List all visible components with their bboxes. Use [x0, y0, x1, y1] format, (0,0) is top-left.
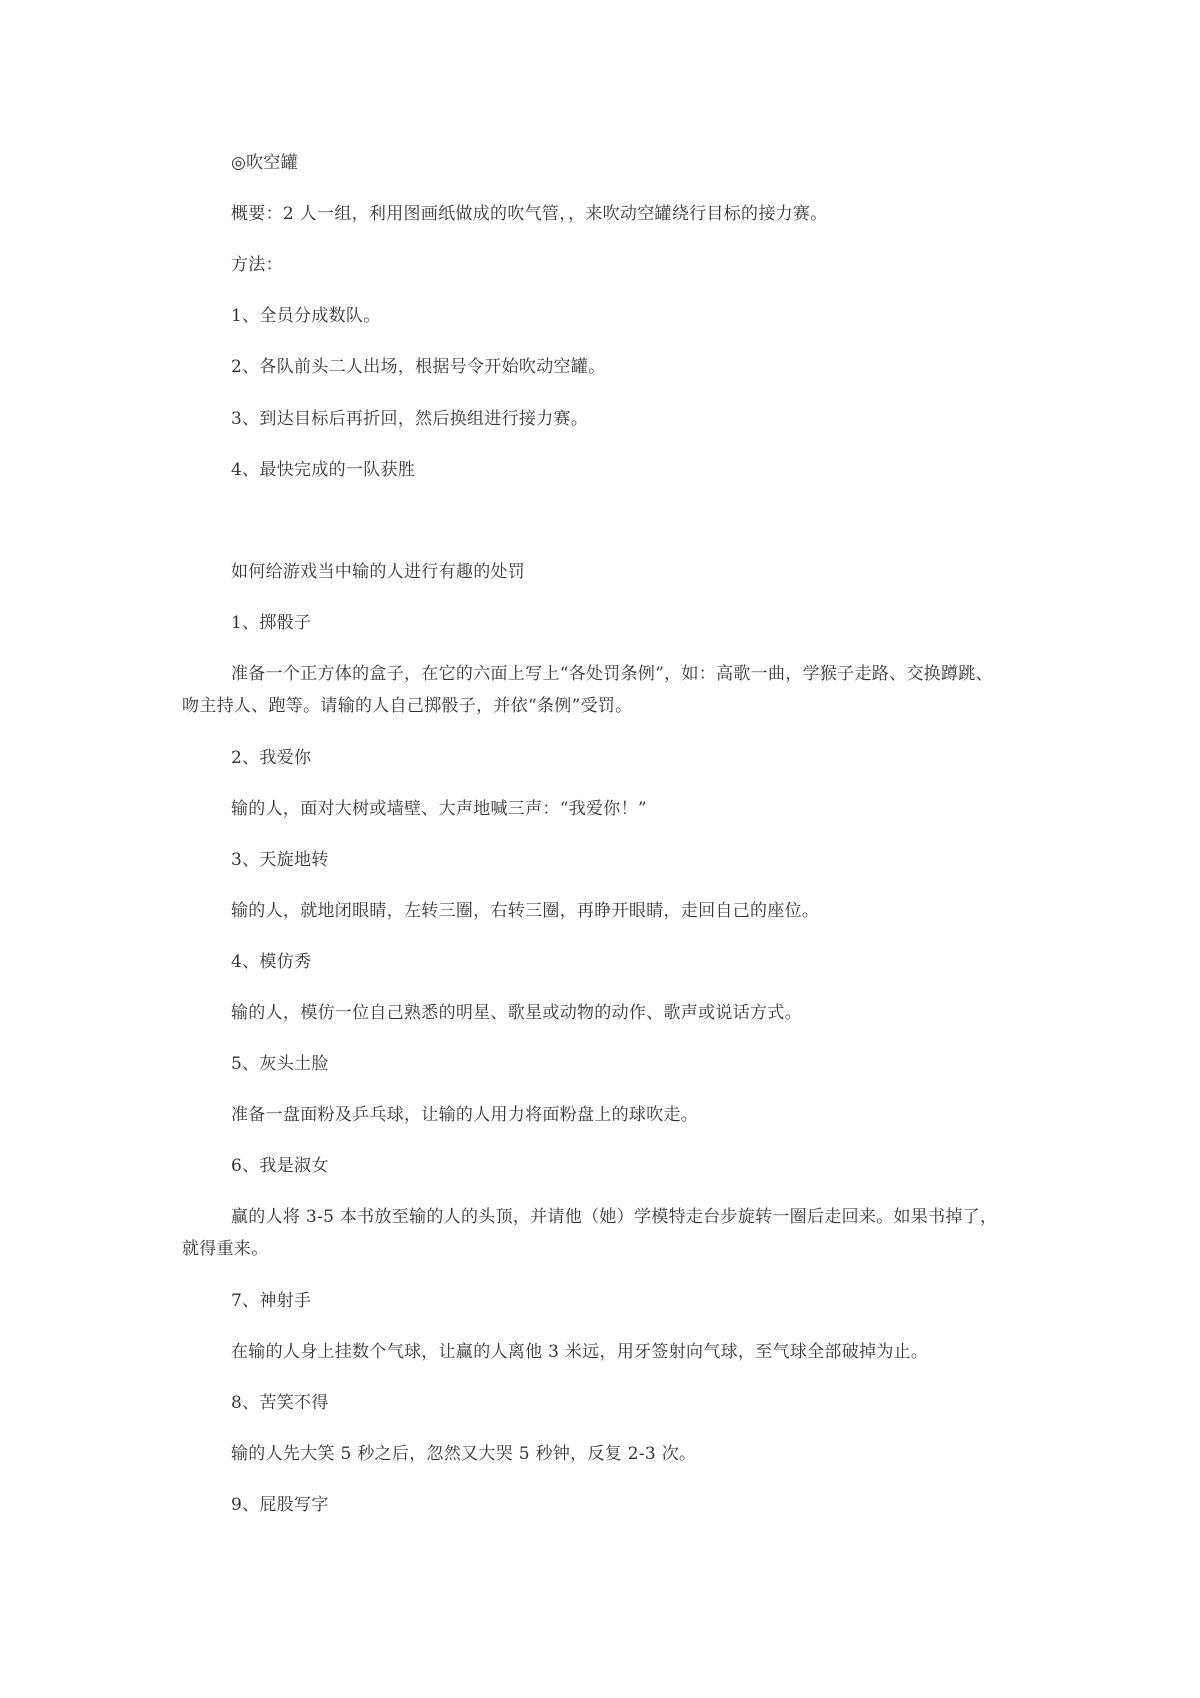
item-desc: 赢的人将 3-5 本书放至输的人的头顶，并请他（她）学模特走台步旋转一圈后走回来。如果书掉了，: [231, 1207, 998, 1227]
item-heading: 5、灰头土脸: [231, 1054, 329, 1074]
item-desc: 输的人，面对大树或墙壁、大声地喊三声：“我爱你！”: [231, 799, 647, 819]
item-heading: 6、我是淑女: [231, 1156, 329, 1176]
section-title-blow-can: ◎吹空罐: [231, 153, 299, 173]
item-desc: 准备一个正方体的盒子，在它的六面上写上“各处罚条例”，如：高歌一曲，学猴子走路、交换蹲跳、: [231, 664, 993, 684]
item-heading: 3、天旋地转: [231, 850, 329, 870]
item-heading: 9、屁股写字: [231, 1495, 329, 1515]
item-heading: 8、苦笑不得: [231, 1393, 329, 1413]
item-desc: 输的人，模仿一位自己熟悉的明星、歌星或动物的动作、歌声或说话方式。: [231, 1003, 802, 1023]
method-step: 1、全员分成数队。: [231, 306, 381, 326]
item-desc: 在输的人身上挂数个气球，让赢的人离他 3 米远，用牙签射向气球，至气球全部破掉为止。: [231, 1342, 929, 1362]
item-desc-continued: 就得重来。: [182, 1239, 269, 1259]
summary-paragraph: 概要：2 人一组，利用图画纸做成的吹气管，，来吹动空罐绕行目标的接力赛。: [231, 204, 828, 224]
item-desc: 准备一盘面粉及乒乓球，让输的人用力将面粉盘上的球吹走。: [231, 1105, 699, 1125]
method-step: 3、到达目标后再折回，然后换组进行接力赛。: [231, 409, 589, 429]
item-heading: 1、掷骰子: [231, 613, 312, 633]
method-step: 2、各队前头二人出场，根据号令开始吹动空罐。: [231, 357, 606, 377]
item-heading: 4、模仿秀: [231, 952, 312, 972]
item-desc: 输的人先大笑 5 秒之后，忽然又大哭 5 秒钟，反复 2-3 次。: [231, 1444, 697, 1464]
item-heading: 2、我爱你: [231, 748, 312, 768]
section-title-punishments: 如何给游戏当中输的人进行有趣的处罚: [231, 562, 526, 582]
item-desc-continued: 吻主持人、跑等。请输的人自己掷骰子，并依“条例”受罚。: [182, 696, 633, 716]
method-step: 4、最快完成的一队获胜: [231, 460, 416, 480]
method-label: 方法：: [231, 255, 283, 275]
item-desc: 输的人，就地闭眼睛，左转三圈，右转三圈，再睁开眼睛，走回自己的座位。: [231, 901, 820, 921]
item-heading: 7、神射手: [231, 1291, 312, 1311]
